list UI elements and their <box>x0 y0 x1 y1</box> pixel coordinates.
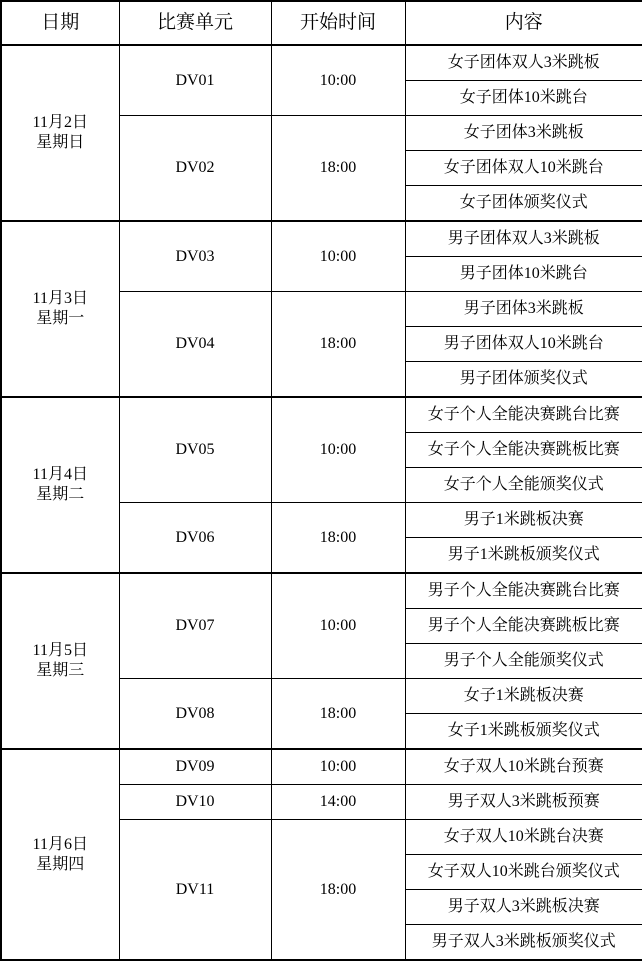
event-cell: 女子双人10米跳台决赛 <box>405 820 642 855</box>
session-start-time-cell: 10:00 <box>271 573 405 679</box>
column-header-unit: 比赛单元 <box>119 1 271 45</box>
event-cell: 女子团体颁奖仪式 <box>405 186 642 222</box>
session-unit-cell: DV11 <box>119 820 271 961</box>
event-cell: 男子双人3米跳板决赛 <box>405 890 642 925</box>
event-cell: 女子团体3米跳板 <box>405 116 642 151</box>
session-start-time-cell: 18:00 <box>271 679 405 750</box>
session-start-time-cell: 10:00 <box>271 45 405 116</box>
table-header <box>1 1 642 45</box>
column-header-date: 日期 <box>1 1 119 45</box>
event-cell: 女子个人全能决赛跳台比赛 <box>405 397 642 433</box>
date-cell <box>1 221 119 397</box>
date-text: 11月3日 <box>32 290 88 307</box>
table-row <box>1 221 642 257</box>
event-cell: 男子个人全能决赛跳台比赛 <box>405 573 642 609</box>
table-header-row <box>1 1 642 45</box>
date-cell <box>1 397 119 573</box>
session-start-time-cell: 18:00 <box>271 292 405 398</box>
event-cell: 男子团体双人3米跳板 <box>405 221 642 257</box>
event-cell: 男子团体双人10米跳台 <box>405 327 642 362</box>
session-unit-cell: DV10 <box>119 785 271 820</box>
session-start-time-cell: 10:00 <box>271 397 405 503</box>
weekday-text: 星期一 <box>36 310 85 327</box>
event-cell: 男子双人3米跳板颁奖仪式 <box>405 925 642 961</box>
session-start-time-cell: 14:00 <box>271 785 405 820</box>
date-cell <box>1 749 119 960</box>
weekday-text: 星期日 <box>36 134 85 151</box>
column-header-start-time: 开始时间 <box>271 1 405 45</box>
table-body <box>1 45 642 960</box>
table-row <box>1 45 642 81</box>
session-unit-cell: DV02 <box>119 116 271 222</box>
date-text: 11月5日 <box>32 642 88 659</box>
session-start-time-cell: 18:00 <box>271 820 405 961</box>
event-cell: 女子1米跳板决赛 <box>405 679 642 714</box>
event-cell: 女子双人10米跳台颁奖仪式 <box>405 855 642 890</box>
table-row <box>1 397 642 433</box>
weekday-text: 星期二 <box>36 486 85 503</box>
session-unit-cell: DV04 <box>119 292 271 398</box>
event-cell: 男子团体3米跳板 <box>405 292 642 327</box>
event-cell: 女子双人10米跳台预赛 <box>405 749 642 785</box>
table-row <box>1 749 642 785</box>
session-start-time-cell: 18:00 <box>271 503 405 574</box>
session-unit-cell: DV08 <box>119 679 271 750</box>
date-text: 11月6日 <box>32 835 88 853</box>
session-start-time-cell: 10:00 <box>271 749 405 785</box>
session-unit-cell: DV03 <box>119 221 271 292</box>
weekday-text: 星期三 <box>36 662 85 679</box>
event-cell: 男子双人3米跳板预赛 <box>405 785 642 820</box>
session-unit-cell: DV06 <box>119 503 271 574</box>
event-cell: 女子团体10米跳台 <box>405 81 642 116</box>
event-cell: 女子团体双人3米跳板 <box>405 45 642 81</box>
column-header-content: 内容 <box>405 1 642 45</box>
event-cell: 女子个人全能决赛跳板比赛 <box>405 433 642 468</box>
session-unit-cell: DV01 <box>119 45 271 116</box>
date-text: 11月4日 <box>32 466 88 483</box>
event-cell: 男子1米跳板颁奖仪式 <box>405 538 642 574</box>
date-cell <box>1 45 119 221</box>
session-start-time-cell: 18:00 <box>271 116 405 222</box>
event-cell: 男子团体10米跳台 <box>405 257 642 292</box>
event-cell: 男子个人全能颁奖仪式 <box>405 644 642 679</box>
session-start-time-cell: 10:00 <box>271 221 405 292</box>
session-unit-cell: DV05 <box>119 397 271 503</box>
session-unit-cell: DV07 <box>119 573 271 679</box>
event-cell: 女子1米跳板颁奖仪式 <box>405 714 642 750</box>
date-text: 11月2日 <box>32 114 88 131</box>
event-cell: 男子1米跳板决赛 <box>405 503 642 538</box>
date-cell <box>1 573 119 749</box>
event-cell: 男子团体颁奖仪式 <box>405 362 642 398</box>
session-unit-cell: DV09 <box>119 749 271 785</box>
event-cell: 女子个人全能颁奖仪式 <box>405 468 642 503</box>
table-row <box>1 573 642 609</box>
event-cell: 女子团体双人10米跳台 <box>405 151 642 186</box>
event-cell: 男子个人全能决赛跳板比赛 <box>405 609 642 644</box>
weekday-text: 星期四 <box>36 855 85 873</box>
